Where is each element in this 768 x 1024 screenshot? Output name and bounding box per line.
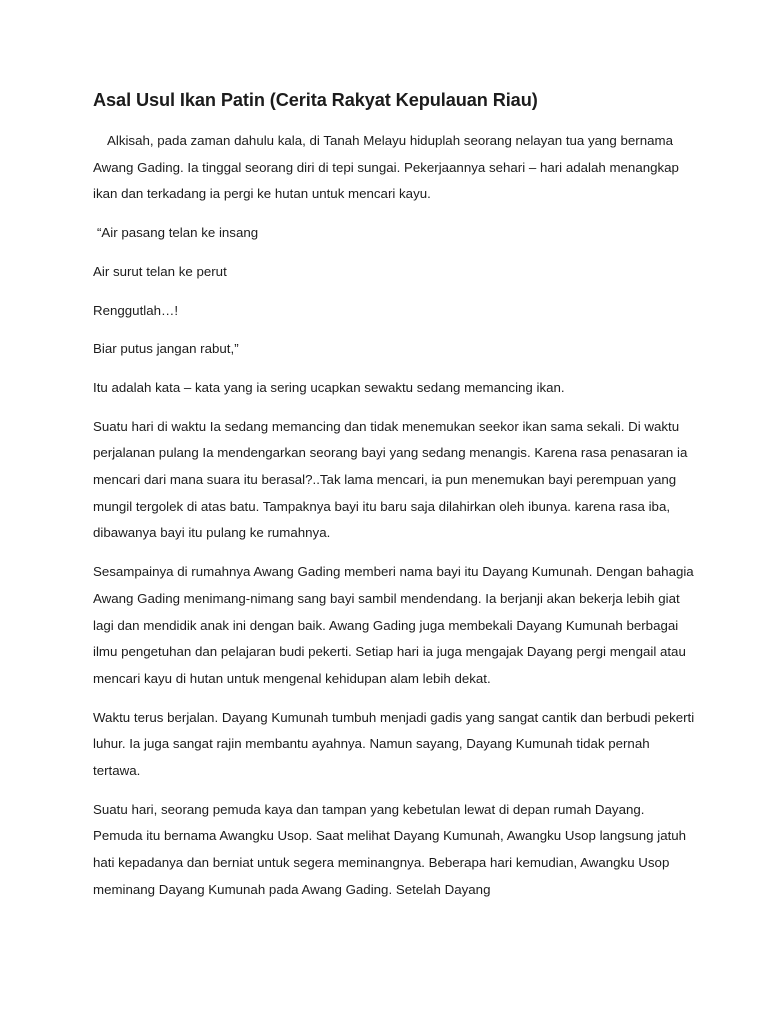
verse-line-4: Biar putus jangan rabut,” — [93, 341, 239, 357]
document-title: Asal Usul Ikan Patin (Cerita Rakyat Kepulauan Riau) — [93, 90, 538, 110]
paragraph-proposal: Suatu hari, seorang pemuda kaya dan tampan yang kebetulan lewat di depan rumah Dayang. Pemuda itu bernama Awangku Usop. Saat melihat Dayang Kumunah, Awangku Usop langsung jatuh hati kepadanya dan berniat untuk segera meminangnya. Beberapa hari kemudian, Awangku Usop meminang Dayang Kumunah pada Awang Gading. Setelah Dayang — [93, 801, 687, 897]
verse-line-2: Air surut telan ke perut — [93, 263, 227, 279]
paragraph-intro: Alkisah, pada zaman dahulu kala, di Tanah Melayu hiduplah seorang nelayan tua yang bernama Awang Gading. Ia tinggal seorang diri di tepi sungai. Pekerjaannya sehari – hari adalah menangkap ikan dan terkadang ia pergi ke hutan untuk mencari kayu. — [93, 133, 679, 202]
paragraph-growing-up: Waktu terus berjalan. Dayang Kumunah tumbuh menjadi gadis yang sangat cantik dan berbudi pekerti luhur. Ia juga sangat rajin membantu ayahnya. Namun sayang, Dayang Kumunah tidak pernah tertawa. — [93, 709, 695, 779]
paragraph-finding-baby: Suatu hari di waktu Ia sedang memancing dan tidak menemukan seekor ikan sama sekali. Di waktu perjalanan pulang Ia mendengarkan seorang bayi yang sedang menangis. Karena rasa penasaran ia mencari dari mana suara itu berasal?..Tak lama mencari, ia pun menemukan bayi perempuan yang mungil tergolek di atas batu. Tampaknya bayi itu baru saja dilahirkan oleh ibunya. karena rasa iba, dibawanya bayi itu pulang ke rumahnya. — [93, 418, 688, 541]
paragraph-saying: Itu adalah kata – kata yang ia sering ucapkan sewaktu sedang memancing ikan. — [93, 379, 565, 395]
verse-line-1: “Air pasang telan ke insang — [97, 225, 259, 241]
verse-line-3: Renggutlah…! — [93, 302, 179, 318]
paragraph-naming: Sesampainya di rumahnya Awang Gading memberi nama bayi itu Dayang Kumunah. Dengan bahagia Awang Gading menimang-nimang sang bayi sambil mendendang. Ia berjanji akan bekerja lebih giat lagi dan mendidik anak ini dengan baik. Awang Gading juga membekali Dayang Kumunah berbagai ilmu pengetuhan dan pelajaran budi pekerti. Setiap hari ia juga mengajak Dayang pergi mengail atau mencari kayu di hutan untuk mengenal kehidupan alam lebih dekat. — [93, 564, 694, 686]
document-content — [93, 86, 696, 904]
